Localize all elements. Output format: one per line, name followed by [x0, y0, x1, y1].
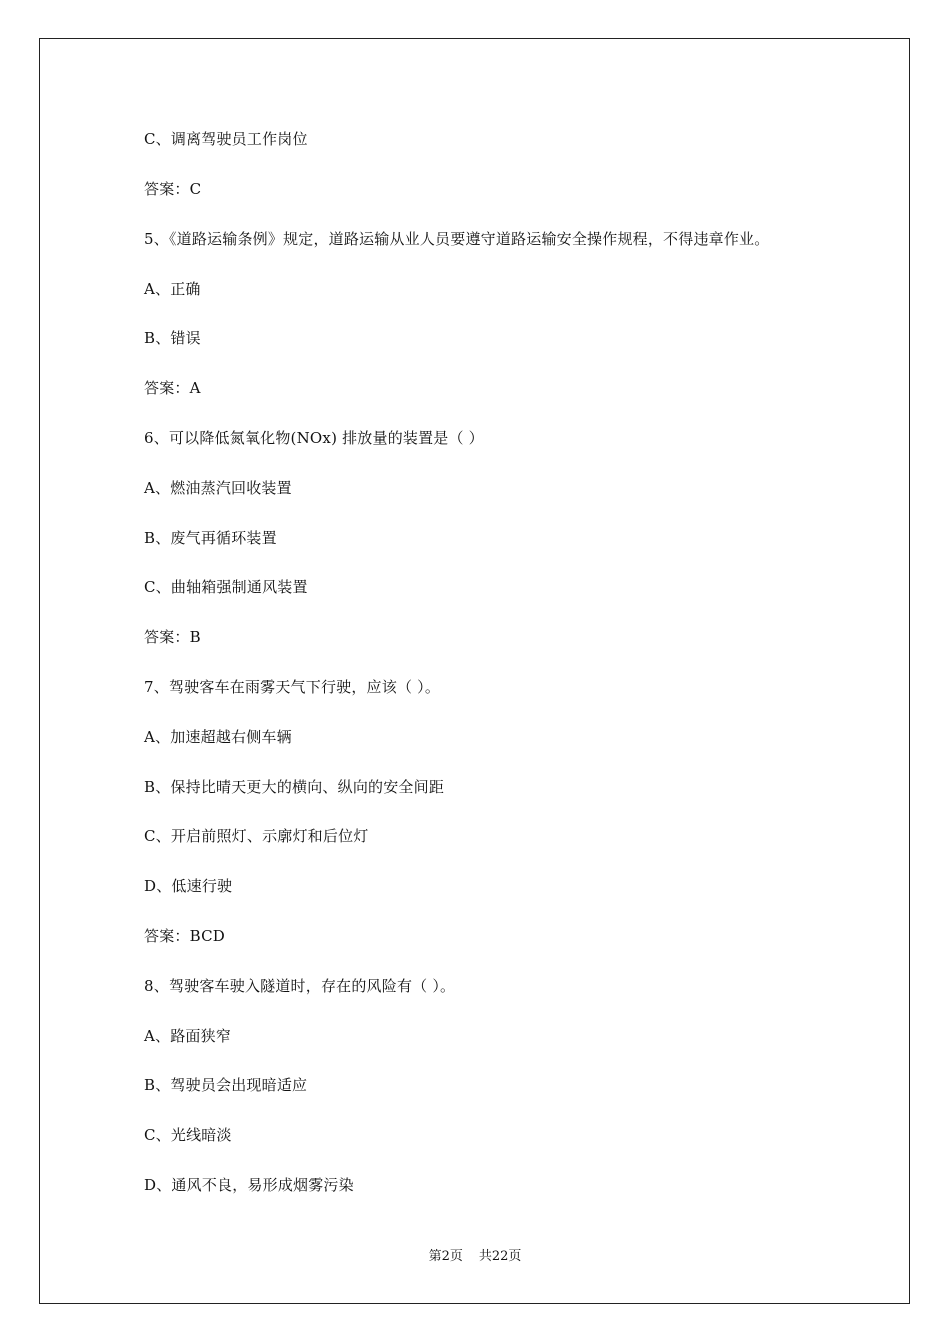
option-line: A、加速超越右侧车辆 [144, 728, 292, 746]
option-line: B、废气再循环装置 [144, 529, 277, 547]
answer-line: 答案：B [144, 628, 201, 646]
option-line: B、驾驶员会出现暗适应 [144, 1076, 308, 1094]
page-total: 共22页 [478, 1249, 522, 1264]
question-line: 7、驾驶客车在雨雾天气下行驶，应该（ ）。 [144, 678, 441, 696]
option-line: D、低速行驶 [144, 877, 233, 895]
question-line: 8、驾驶客车驶入隧道时，存在的风险有（ ）。 [144, 977, 456, 995]
page-border [39, 38, 910, 1304]
question-line: 5、《道路运输条例》规定，道路运输从业人员要遵守道路运输安全操作规程，不得违章作业。 [144, 230, 770, 248]
option-line: C、曲轴箱强制通风装置 [144, 578, 308, 596]
option-line: C、光线暗淡 [144, 1126, 232, 1144]
option-line: A、路面狭窄 [144, 1027, 232, 1045]
option-line: D、通风不良，易形成烟雾污染 [144, 1176, 354, 1194]
option-line: C、开启前照灯、示廓灯和后位灯 [144, 827, 369, 845]
answer-line: 答案：C [144, 180, 202, 198]
answer-line: 答案：A [144, 379, 201, 397]
option-line: B、保持比晴天更大的横向、纵向的安全间距 [144, 778, 445, 796]
question-line: 6、可以降低氮氧化物(NOx) 排放量的装置是（ ） [144, 429, 484, 447]
answer-line: 答案：BCD [144, 927, 226, 945]
option-line: A、燃油蒸汽回收装置 [144, 479, 292, 497]
option-line: B、错误 [144, 329, 201, 347]
page-footer [0, 1248, 950, 1266]
option-line: C、调离驾驶员工作岗位 [144, 130, 308, 148]
option-line: A、正确 [144, 280, 201, 298]
page-number: 第2页 [428, 1249, 463, 1264]
